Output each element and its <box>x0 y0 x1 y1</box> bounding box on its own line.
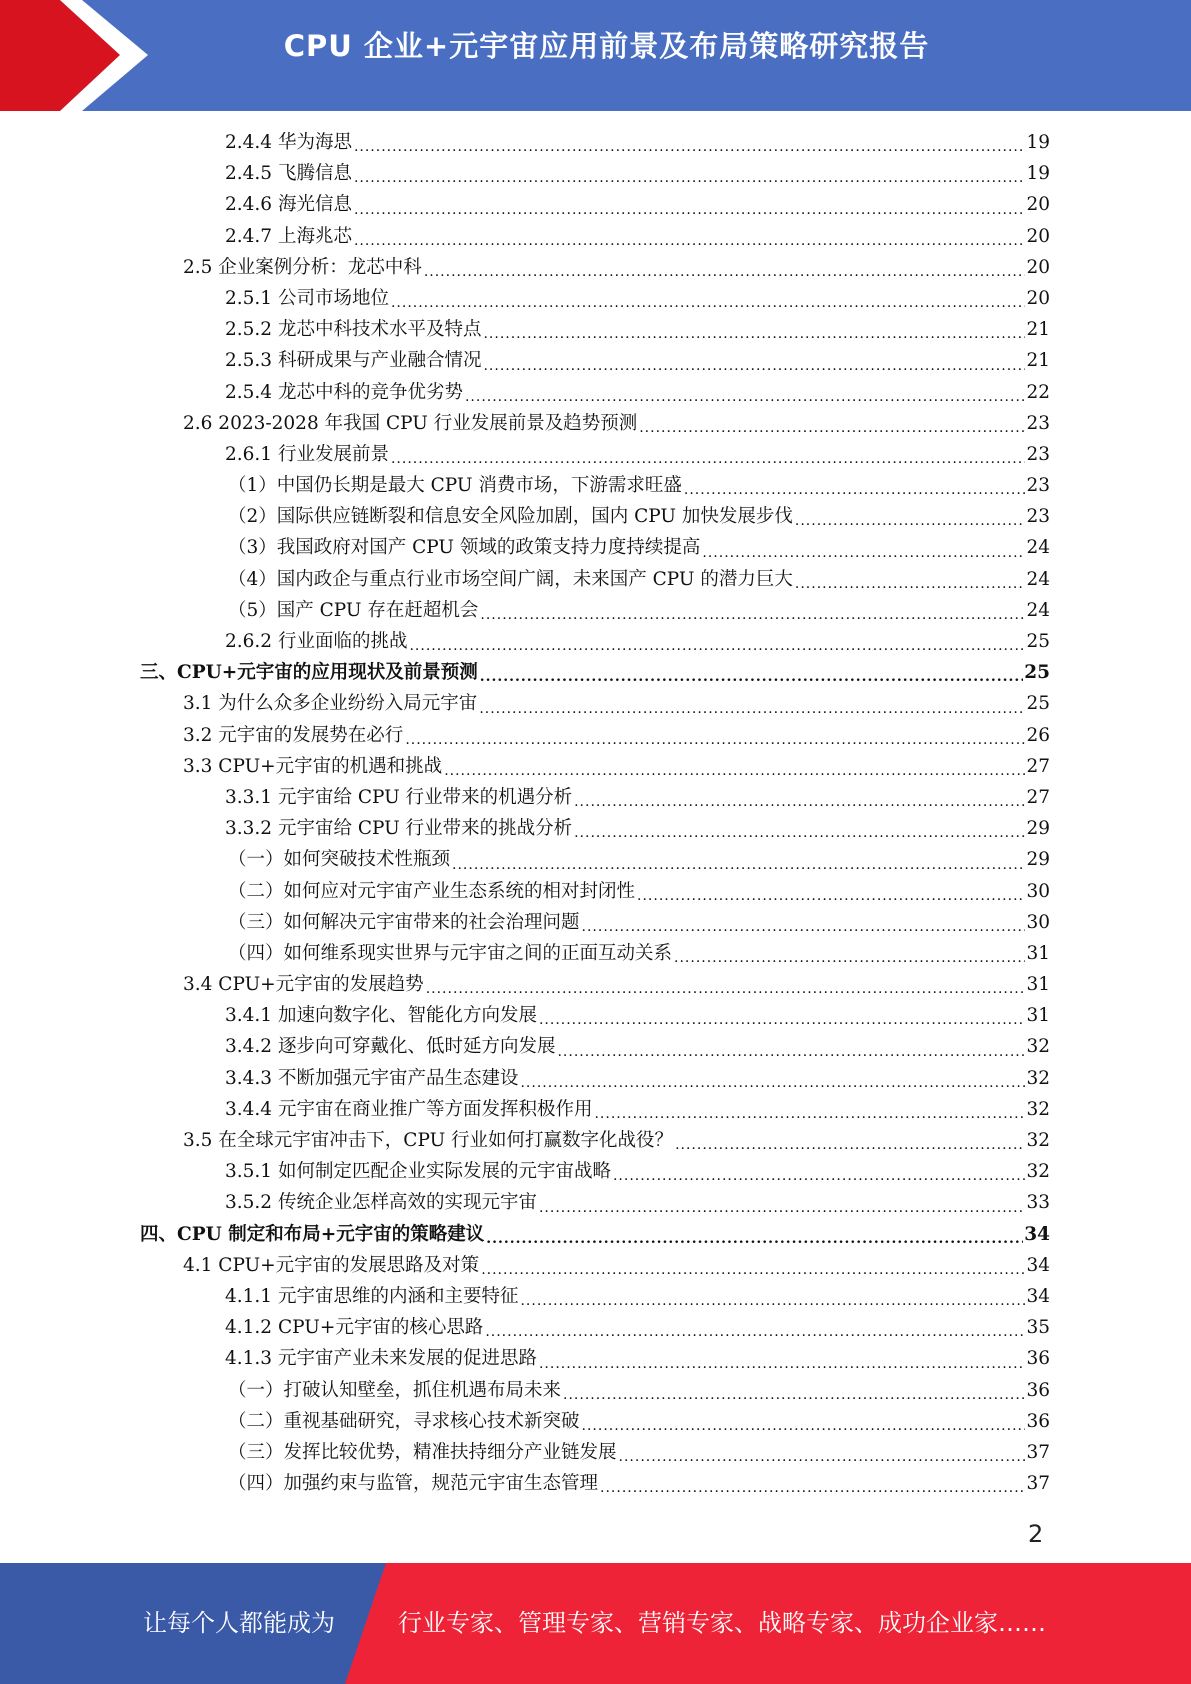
toc-entry-title: 3.5.1 如何制定匹配企业实际发展的元宇宙战略 <box>225 1156 613 1187</box>
toc-dot-leader <box>520 1290 1025 1312</box>
toc-entry-page: 30 <box>1026 880 1050 902</box>
toc-dot-leader <box>637 885 1025 907</box>
toc-entry[interactable] <box>140 1406 1050 1437</box>
toc-entry[interactable] <box>140 501 1050 532</box>
toc-entry[interactable] <box>140 751 1050 782</box>
toc-entry[interactable] <box>140 1125 1050 1156</box>
toc-dot-leader <box>619 1446 1026 1468</box>
toc-entry[interactable] <box>140 657 1050 688</box>
toc-entry-title: 3.5 在全球元宇宙冲击下，CPU 行业如何打赢数字化战役？ <box>183 1125 675 1156</box>
toc-entry-title: 2.4.5 飞腾信息 <box>225 158 354 189</box>
toc-entry-page: 19 <box>1026 163 1050 185</box>
toc-entry-title: 2.4.4 华为海思 <box>225 127 354 158</box>
toc-entry[interactable] <box>140 595 1050 626</box>
toc-dot-leader <box>452 854 1025 876</box>
toc-entry[interactable] <box>140 252 1050 283</box>
toc-entry-title: （一）打破认知壁垒，抓住机遇布局未来 <box>228 1375 563 1406</box>
toc-entry[interactable] <box>140 1000 1050 1031</box>
toc-entry-title: 2.6.2 行业面临的挑战 <box>225 626 409 657</box>
toc-entry[interactable] <box>140 782 1050 813</box>
toc-entry[interactable] <box>140 1219 1050 1250</box>
toc-entry[interactable] <box>140 844 1050 875</box>
report-title: CPU 企业+元宇宙应用前景及布局策略研究报告 <box>283 29 930 63</box>
toc-entry[interactable] <box>140 1187 1050 1218</box>
toc-entry-title: （二）重视基础研究，寻求核心技术新突破 <box>228 1406 582 1437</box>
toc-entry-page: 31 <box>1026 1005 1050 1027</box>
toc-entry-page: 32 <box>1026 1161 1050 1183</box>
toc-dot-leader <box>479 698 1025 720</box>
toc-entry-title: （四）加强约束与监管，规范元宇宙生态管理 <box>228 1468 600 1499</box>
toc-entry-title: 3.4 CPU+元宇宙的发展趋势 <box>183 969 426 1000</box>
toc-entry[interactable] <box>140 907 1050 938</box>
toc-entry[interactable] <box>140 1156 1050 1187</box>
toc-entry-title: （三）如何解决元宇宙带来的社会治理问题 <box>228 907 582 938</box>
toc-entry-page: 31 <box>1026 974 1050 996</box>
toc-dot-leader <box>795 573 1026 595</box>
toc-dot-leader <box>354 230 1026 252</box>
toc-entry-page: 29 <box>1026 818 1050 840</box>
toc-dot-leader <box>465 386 1025 408</box>
toc-entry-page: 34 <box>1026 1254 1050 1276</box>
toc-entry-page: 23 <box>1026 443 1050 465</box>
toc-entry[interactable] <box>140 470 1050 501</box>
toc-entry-page: 24 <box>1026 568 1050 590</box>
toc-entry[interactable] <box>140 345 1050 376</box>
toc-entry-title: 3.4.1 加速向数字化、智能化方向发展 <box>225 1000 539 1031</box>
toc-entry[interactable] <box>140 626 1050 657</box>
page-header <box>0 0 1191 111</box>
toc-dot-leader <box>483 323 1025 345</box>
toc-entry[interactable] <box>140 1312 1050 1343</box>
toc-dot-leader <box>574 822 1025 844</box>
toc-entry[interactable] <box>140 1437 1050 1468</box>
toc-entry-page: 20 <box>1026 256 1050 278</box>
toc-dot-leader <box>354 136 1026 158</box>
toc-entry-title: （2）国际供应链断裂和信息安全风险加剧，国内 CPU 加快发展步伐 <box>228 501 795 532</box>
toc-entry-page: 24 <box>1026 599 1050 621</box>
footer-slogan-left: 让每个人都能成为 <box>143 1609 335 1637</box>
toc-dot-leader <box>582 916 1026 938</box>
toc-entry-page: 31 <box>1026 942 1050 964</box>
toc-entry-title: 3.1 为什么众多企业纷纷入局元宇宙 <box>183 688 479 719</box>
toc-entry-page: 37 <box>1026 1473 1050 1495</box>
toc-entry[interactable] <box>140 283 1050 314</box>
toc-entry-page: 21 <box>1026 350 1050 372</box>
toc-dot-leader <box>483 355 1025 377</box>
toc-entry[interactable] <box>140 1281 1050 1312</box>
toc-entry[interactable] <box>140 813 1050 844</box>
toc-dot-leader <box>480 666 1023 688</box>
toc-entry-title: 四、CPU 制定和布局+元宇宙的策略建议 <box>140 1219 486 1250</box>
toc-dot-leader <box>539 1009 1025 1031</box>
toc-entry-title: （3）我国政府对国产 CPU 领域的政策支持力度持续提高 <box>228 532 702 563</box>
toc-entry-title: 4.1.1 元宇宙思维的内涵和主要特征 <box>225 1281 520 1312</box>
toc-entry-title: 3.4.2 逐步向可穿戴化、低时延方向发展 <box>225 1031 557 1062</box>
toc-dot-leader <box>391 448 1025 470</box>
toc-entry-title: 2.5 企业案例分析：龙芯中科 <box>183 252 424 283</box>
toc-entry[interactable] <box>140 720 1050 751</box>
toc-entry[interactable] <box>140 938 1050 969</box>
toc-dot-leader <box>444 760 1025 782</box>
toc-dot-leader <box>594 1103 1025 1125</box>
toc-entry[interactable] <box>140 408 1050 439</box>
page-footer <box>0 1563 1191 1684</box>
toc-entry-title: 2.6 2023-2028 年我国 CPU 行业发展前景及趋势预测 <box>183 408 639 439</box>
footer-slogan-right: 行业专家、管理专家、营销专家、战略专家、成功企业家…… <box>398 1609 1046 1637</box>
toc-entry-page: 30 <box>1026 911 1050 933</box>
toc-entry-page: 36 <box>1026 1379 1050 1401</box>
toc-entry-page: 33 <box>1026 1192 1050 1214</box>
toc-entry-page: 25 <box>1026 631 1050 652</box>
toc-dot-leader <box>485 1321 1025 1343</box>
toc-entry-page: 36 <box>1026 1410 1050 1432</box>
toc-entry-page: 21 <box>1026 319 1050 341</box>
toc-entry[interactable] <box>140 1468 1050 1499</box>
toc-dot-leader <box>354 199 1026 221</box>
toc-entry-page: 32 <box>1026 1098 1050 1120</box>
toc-dot-leader <box>539 1197 1025 1219</box>
toc-entry[interactable] <box>140 189 1050 220</box>
toc-dot-leader <box>675 1134 1025 1156</box>
toc-dot-leader <box>481 1259 1025 1281</box>
toc-entry-page: 23 <box>1026 412 1050 434</box>
toc-entry-page: 26 <box>1026 724 1050 746</box>
toc-dot-leader <box>582 1415 1026 1437</box>
toc-entry-title: 4.1 CPU+元宇宙的发展思路及对策 <box>183 1250 481 1281</box>
toc-entry-page: 32 <box>1026 1130 1050 1151</box>
toc-entry-title: 4.1.3 元宇宙产业未来发展的促进思路 <box>225 1343 539 1374</box>
toc-dot-leader <box>426 978 1026 1000</box>
toc-dot-leader <box>795 510 1026 532</box>
toc-entry-title: （5）国产 CPU 存在赶超机会 <box>228 595 480 626</box>
toc-dot-leader <box>563 1384 1025 1406</box>
toc-dot-leader <box>486 1228 1023 1250</box>
toc-entry[interactable] <box>140 314 1050 345</box>
toc-dot-leader <box>639 417 1025 439</box>
toc-entry[interactable] <box>140 532 1050 563</box>
toc-entry-page: 35 <box>1026 1317 1050 1339</box>
toc-entry-title: 2.5.3 科研成果与产业融合情况 <box>225 345 483 376</box>
toc-entry-title: 4.1.2 CPU+元宇宙的核心思路 <box>225 1312 485 1343</box>
toc-entry-title: 2.5.1 公司市场地位 <box>225 283 391 314</box>
toc-dot-leader <box>539 1353 1025 1375</box>
toc-entry-page: 24 <box>1026 537 1050 559</box>
toc-dot-leader <box>409 635 1025 657</box>
toc-entry-title: 3.4.3 不断加强元宇宙产品生态建设 <box>225 1063 520 1094</box>
toc-entry-page: 37 <box>1026 1441 1050 1463</box>
toc-entry[interactable] <box>140 1063 1050 1094</box>
toc-entry[interactable] <box>140 439 1050 470</box>
toc-entry[interactable] <box>140 221 1050 252</box>
toc-entry-page: 19 <box>1026 132 1050 153</box>
toc-entry[interactable] <box>140 377 1050 408</box>
toc-entry-title: （三）发挥比较优势，精准扶持细分产业链发展 <box>228 1437 619 1468</box>
toc-dot-leader <box>684 479 1026 501</box>
table-of-contents <box>140 127 1050 1499</box>
toc-entry[interactable] <box>140 876 1050 907</box>
toc-dot-leader <box>557 1041 1025 1063</box>
toc-entry-page: 32 <box>1026 1036 1050 1058</box>
toc-entry[interactable] <box>140 1375 1050 1406</box>
toc-dot-leader <box>613 1165 1025 1187</box>
toc-entry-title: 2.5.4 龙芯中科的竞争优劣势 <box>225 377 465 408</box>
toc-entry[interactable] <box>140 127 1050 158</box>
toc-entry-page: 22 <box>1026 381 1050 403</box>
toc-entry-page: 20 <box>1026 194 1050 216</box>
toc-entry-page: 23 <box>1026 506 1050 528</box>
toc-dot-leader <box>702 542 1025 564</box>
toc-entry-title: 三、CPU+元宇宙的应用现状及前景预测 <box>140 657 480 688</box>
toc-dot-leader <box>391 292 1025 314</box>
toc-entry-page: 25 <box>1024 662 1050 684</box>
toc-dot-leader <box>354 167 1026 189</box>
toc-entry[interactable] <box>140 1250 1050 1281</box>
toc-dot-leader <box>424 261 1026 283</box>
toc-entry[interactable] <box>140 969 1050 1000</box>
toc-entry-page: 32 <box>1026 1067 1050 1089</box>
toc-entry-title: （二）如何应对元宇宙产业生态系统的相对封闭性 <box>228 876 637 907</box>
toc-entry-title: （四）如何维系现实世界与元宇宙之间的正面互动关系 <box>228 938 674 969</box>
toc-entry-title: 2.6.1 行业发展前景 <box>225 439 391 470</box>
toc-entry-page: 27 <box>1026 786 1050 808</box>
toc-entry-title: 3.3.2 元宇宙给 CPU 行业带来的挑战分析 <box>225 813 574 844</box>
toc-entry-title: 2.5.2 龙芯中科技术水平及特点 <box>225 314 483 345</box>
toc-dot-leader <box>520 1072 1025 1094</box>
toc-entry[interactable] <box>140 688 1050 719</box>
toc-entry[interactable] <box>140 158 1050 189</box>
toc-entry[interactable] <box>140 1094 1050 1125</box>
toc-entry-title: 3.2 元宇宙的发展势在必行 <box>183 720 405 751</box>
toc-entry-title: 3.3 CPU+元宇宙的机遇和挑战 <box>183 751 444 782</box>
toc-dot-leader <box>574 791 1025 813</box>
toc-entry-page: 29 <box>1026 849 1050 871</box>
toc-entry-title: （1）中国仍长期是最大 CPU 消费市场，下游需求旺盛 <box>228 470 684 501</box>
toc-entry[interactable] <box>140 1031 1050 1062</box>
toc-entry-page: 34 <box>1026 1285 1050 1307</box>
toc-entry-page: 25 <box>1026 693 1050 715</box>
toc-entry-title: （4）国内政企与重点行业市场空间广阔，未来国产 CPU 的潜力巨大 <box>228 564 795 595</box>
page-number: 2 <box>1028 1520 1044 1548</box>
toc-entry-page: 20 <box>1026 225 1050 247</box>
toc-entry[interactable] <box>140 1343 1050 1374</box>
toc-entry-title: （一）如何突破技术性瓶颈 <box>228 844 452 875</box>
toc-entry-page: 23 <box>1026 475 1050 497</box>
toc-dot-leader <box>674 947 1025 969</box>
toc-entry[interactable] <box>140 564 1050 595</box>
toc-entry-page: 34 <box>1024 1223 1050 1245</box>
toc-dot-leader <box>480 604 1025 626</box>
toc-entry-page: 36 <box>1026 1348 1050 1370</box>
toc-dot-leader <box>600 1477 1025 1499</box>
toc-entry-title: 3.3.1 元宇宙给 CPU 行业带来的机遇分析 <box>225 782 574 813</box>
toc-entry-title: 2.4.6 海光信息 <box>225 189 354 220</box>
toc-entry-title: 2.4.7 上海兆芯 <box>225 221 354 252</box>
toc-dot-leader <box>405 729 1025 751</box>
toc-entry-title: 3.5.2 传统企业怎样高效的实现元宇宙 <box>225 1187 539 1218</box>
toc-entry-page: 27 <box>1026 755 1050 777</box>
toc-entry-page: 20 <box>1026 287 1050 309</box>
toc-entry-title: 3.4.4 元宇宙在商业推广等方面发挥积极作用 <box>225 1094 594 1125</box>
